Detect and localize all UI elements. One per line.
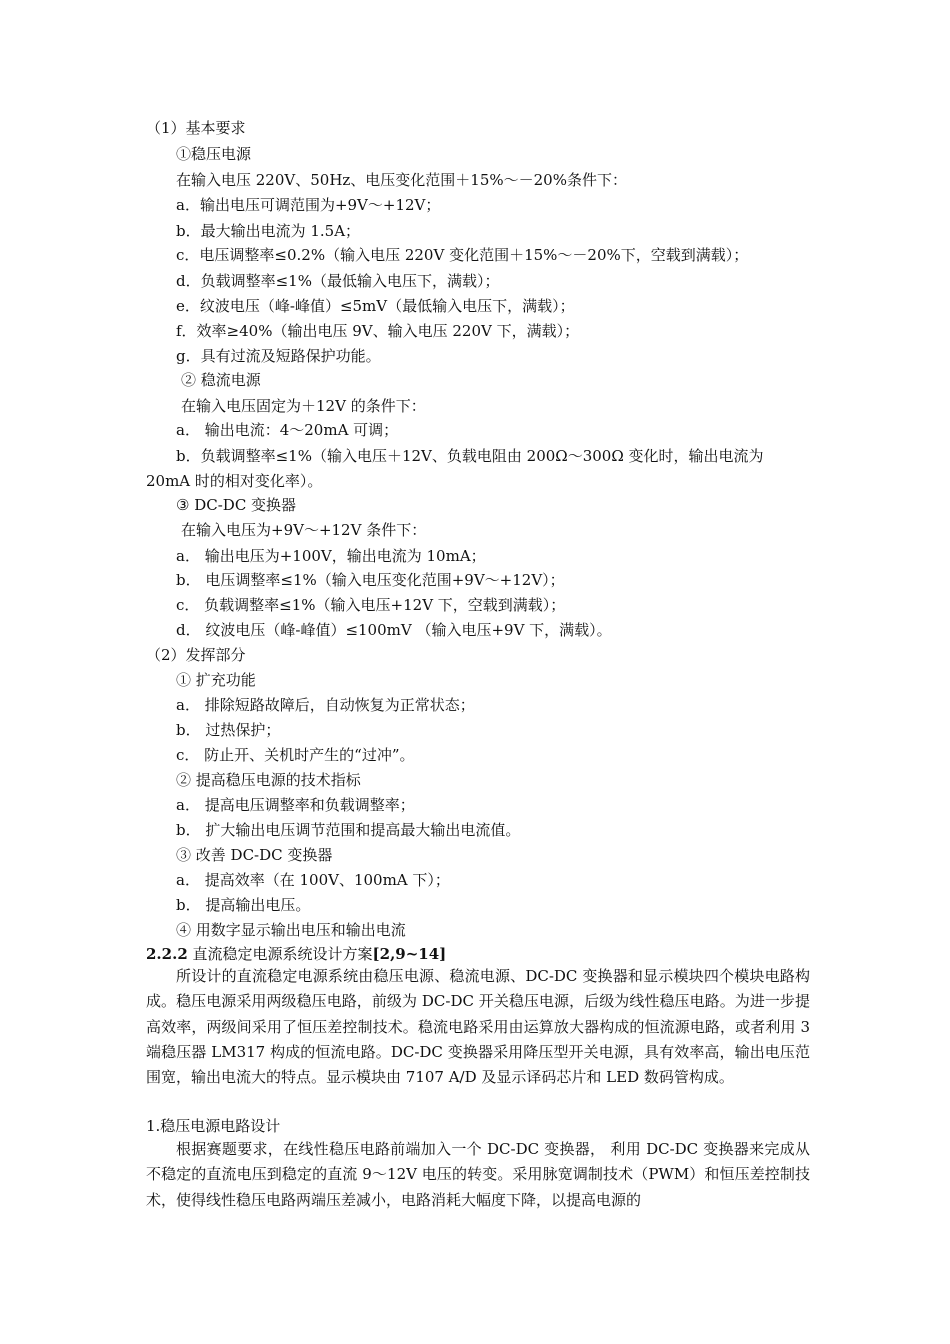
extra-item: a． 排除短路故障后，自动恢复为正常状态； bbox=[176, 696, 475, 714]
section-number: 2.2.2 bbox=[146, 945, 188, 963]
paragraph-text: 根据赛题要求，在线性稳压电路前端加入一个 DC-DC 变换器， 利用 DC-DC 变换器来完成从不稳定的直流电压到稳定的直流 9～12V 电压的转变。采用脉宽调制技术（PWM）和恒压差控制技术，使得线性稳压电路两端压差减小，电路消耗大幅度下降，以提高电源的 bbox=[146, 1140, 810, 1209]
extra-item: a． 提高效率（在 100V、100mA 下）； bbox=[176, 871, 450, 889]
extra-item: ④ 用数字显示输出电压和输出电流 bbox=[176, 921, 406, 939]
creg-title: ② 稳流电源 bbox=[181, 371, 261, 389]
extra-item: b． 过热保护； bbox=[176, 721, 281, 739]
vreg-item: b．最大输出电流为 1.5A； bbox=[176, 222, 361, 240]
extra-item: a． 提高电压调整率和负载调整率； bbox=[176, 796, 415, 814]
extra-item: c． 防止开、关机时产生的“过冲”。 bbox=[176, 746, 415, 764]
creg-item: a． 输出电流：4～20mA 可调； bbox=[176, 421, 399, 439]
vreg-condition: 在输入电压 220V、50Hz、电压变化范围＋15%～－20%条件下： bbox=[176, 171, 627, 189]
section-heading bbox=[146, 944, 446, 964]
dcdc-title: ③ DC-DC 变换器 bbox=[176, 496, 297, 514]
vreg-item: e．纹波电压（峰-峰值）≤5mV（最低输入电压下，满载）； bbox=[176, 297, 575, 315]
section-paragraph-2 bbox=[146, 1137, 810, 1213]
subsection-heading: 1.稳压电源电路设计 bbox=[146, 1117, 281, 1135]
section-paragraph-1 bbox=[146, 964, 810, 1090]
section-title: 直流稳定电源系统设计方案 bbox=[187, 945, 373, 963]
vreg-item: f．效率≥40%（输出电压 9V、输入电压 220V 下，满载）； bbox=[176, 322, 580, 340]
creg-item: b．负载调整率≤1%（输入电压＋12V、负载电阻由 200Ω～300Ω 变化时，输出电流为 bbox=[176, 447, 764, 465]
creg-item-continued: 20mA 时的相对变化率）。 bbox=[146, 472, 323, 490]
dcdc-item: d． 纹波电压（峰-峰值）≤100mV （输入电压+9V 下，满载）。 bbox=[176, 621, 612, 639]
vreg-item: c．电压调整率≤0.2%（输入电压 220V 变化范围＋15%～－20%下，空载到满载）； bbox=[176, 246, 749, 264]
section-reference: [2,9~14] bbox=[372, 945, 447, 963]
extra-item: ③ 改善 DC-DC 变换器 bbox=[176, 846, 333, 864]
vreg-item: a．输出电压可调范围为+9V～+12V； bbox=[176, 196, 441, 214]
extra-item: ① 扩充功能 bbox=[176, 671, 256, 689]
basic-requirements-heading: （1）基本要求 bbox=[146, 119, 246, 137]
dcdc-item: b． 电压调整率≤1%（输入电压变化范围+9V～+12V）； bbox=[176, 571, 565, 589]
dcdc-item: a． 输出电压为+100V，输出电流为 10mA； bbox=[176, 547, 486, 565]
paragraph-text: 所设计的直流稳定电源系统由稳压电源、稳流电源、DC-DC 变换器和显示模块四个模块电路构成。稳压电源采用两级稳压电路，前级为 DC-DC 开关稳压电源，后级为线性稳压电路。为进一步提高效率，两级间采用了恒压差控制技术。稳流电路采用由运算放大器构成的恒流源电路，或者利用 3 端稳压器 LM317 构成的恒流电路。DC-DC 变换器采用降压型开关电源，具有效率高，输出电压范围宽，输出电流大的特点。显示模块由 7107 A/D 及显示译码芯片和 LED 数码管构成。 bbox=[146, 967, 810, 1087]
extra-item: b． 提高输出电压。 bbox=[176, 896, 311, 914]
extra-heading: （2）发挥部分 bbox=[146, 646, 246, 664]
extra-item: ② 提高稳压电源的技术指标 bbox=[176, 771, 361, 789]
vreg-item: g．具有过流及短路保护功能。 bbox=[176, 347, 381, 365]
creg-condition: 在输入电压固定为＋12V 的条件下： bbox=[181, 397, 426, 415]
extra-item: b． 扩大输出电压调节范围和提高最大输出电流值。 bbox=[176, 821, 521, 839]
dcdc-item: c． 负载调整率≤1%（输入电压+12V 下，空载到满载）； bbox=[176, 596, 566, 614]
vreg-item: d．负载调整率≤1%（最低输入电压下，满载）； bbox=[176, 272, 500, 290]
vreg-title: ①稳压电源 bbox=[176, 145, 252, 163]
dcdc-condition: 在输入电压为+9V～+12V 条件下： bbox=[181, 521, 427, 539]
